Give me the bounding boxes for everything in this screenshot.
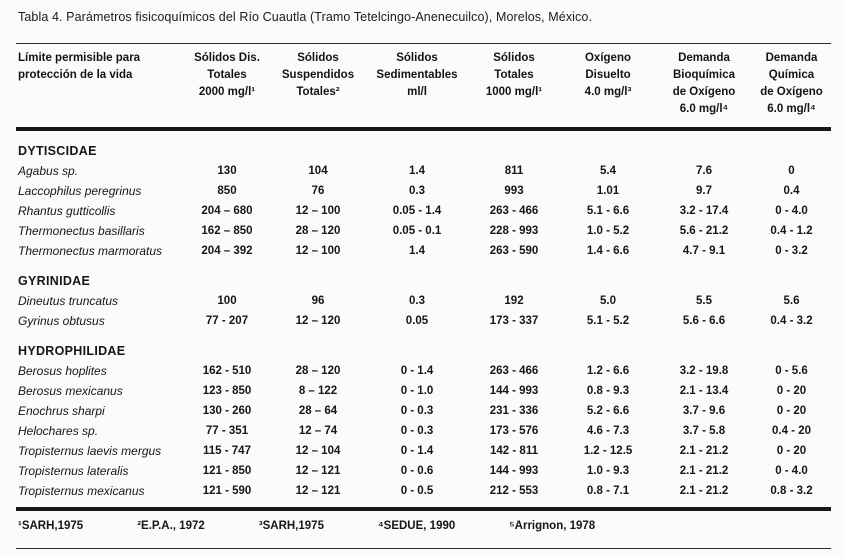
value-cell: 5.2 - 6.6 (586, 405, 630, 417)
column-header: Sólidos Suspendidos Totales² (281, 52, 355, 98)
value-cell: 5.6 - 21.2 (679, 225, 729, 237)
value-cell: 12 – 74 (298, 425, 338, 437)
footnote: ³SARH,1975 (258, 520, 324, 532)
value-cell: 5.6 - 6.6 (682, 315, 726, 327)
value-cell: 0 - 20 (776, 445, 807, 457)
value-cell: 7.6 (696, 165, 712, 177)
value-cell: 76 (311, 185, 325, 197)
footnote: ⁵Arrignon, 1978 (509, 520, 596, 532)
value-cell: 0 - 1.4 (400, 365, 434, 377)
value-cell: 12 – 121 (295, 485, 341, 497)
footnote: ²E.P.A., 1972 (137, 520, 205, 532)
footnote: ⁴SEDUE, 1990 (377, 520, 456, 532)
value-cell: 130 (217, 165, 237, 177)
table-row (16, 481, 831, 501)
value-cell: 28 – 64 (298, 405, 338, 417)
value-cell: 1.4 (409, 165, 425, 177)
value-cell: 130 - 260 (202, 405, 252, 417)
value-cell: 850 (217, 185, 237, 197)
table-caption: Tabla 4. Parámetros fisicoquímicos del Río Cuautla (Tramo Tetelcingo-Anenecuilco), Morelos, México. (18, 10, 593, 24)
value-cell: 1.0 - 5.2 (586, 225, 630, 237)
value-cell: 3.2 - 19.8 (679, 365, 729, 377)
value-cell: 0.05 (405, 315, 429, 327)
table-row (16, 181, 831, 201)
bottom-rule (16, 548, 831, 549)
table-row (16, 421, 831, 441)
value-cell: 192 (504, 295, 524, 307)
table-row (16, 201, 831, 221)
table-row (16, 361, 831, 381)
value-cell: 12 – 100 (295, 245, 341, 257)
header-rule (16, 127, 831, 131)
value-cell: 231 - 336 (489, 405, 539, 417)
value-cell: 0.8 - 3.2 (770, 485, 813, 497)
table-row (16, 221, 831, 241)
value-cell: 12 – 121 (295, 465, 341, 477)
value-cell: 12 – 120 (295, 315, 341, 327)
table-row (16, 401, 831, 421)
value-cell: 3.7 - 5.8 (682, 425, 726, 437)
value-cell: 4.7 - 9.1 (682, 245, 726, 257)
value-cell: 0 - 0.6 (400, 465, 434, 477)
table-row (16, 161, 831, 181)
value-cell: 5.6 (783, 295, 800, 307)
value-cell: 4.6 - 7.3 (586, 425, 630, 437)
value-cell: 1.01 (596, 185, 620, 197)
footnotes (16, 511, 831, 538)
species-name: Thermonectus marmoratus (18, 244, 163, 258)
value-cell: 144 - 993 (489, 465, 539, 477)
value-cell: 8 – 122 (298, 385, 338, 397)
table-row (16, 381, 831, 401)
column-header: Sólidos Dis. Totales 2000 mg/l¹ (194, 52, 260, 98)
value-cell: 2.1 - 21.2 (679, 485, 729, 497)
value-cell: 0.3 (409, 185, 425, 197)
family-name: HYDROPHILIDAE (18, 343, 126, 358)
species-name: Tropisternus mexicanus (18, 484, 145, 498)
value-cell: 162 – 850 (201, 225, 253, 237)
value-cell: 0 - 4.0 (775, 205, 808, 217)
table-row (16, 241, 831, 261)
table-row (16, 441, 831, 461)
species-name: Helochares sp. (18, 424, 99, 438)
value-cell: 0 - 0.3 (400, 425, 434, 437)
value-cell: 96 (311, 295, 325, 307)
value-cell: 0.05 - 0.1 (392, 225, 442, 237)
species-name: Tropisternus laevis mergus (18, 444, 162, 458)
value-cell: 0 - 3.2 (775, 245, 808, 257)
value-cell: 77 - 207 (205, 315, 249, 327)
value-cell: 0.4 - 3.2 (770, 315, 813, 327)
value-cell: 0.4 (783, 185, 800, 197)
value-cell: 3.2 - 17.4 (679, 205, 729, 217)
value-cell: 12 – 100 (295, 205, 341, 217)
value-cell: 3.7 - 9.6 (682, 405, 726, 417)
value-cell: 12 – 104 (295, 445, 341, 457)
value-cell: 2.1 - 21.2 (679, 465, 729, 477)
value-cell: 9.7 (696, 185, 712, 197)
value-cell: 204 – 392 (201, 245, 253, 257)
value-cell: 0.3 (409, 295, 425, 307)
value-cell: 121 - 850 (202, 465, 252, 477)
value-cell: 0.4 - 20 (772, 425, 811, 437)
value-cell: 993 (504, 185, 524, 197)
species-name: Tropisternus lateralis (18, 464, 129, 478)
value-cell: 104 (308, 165, 328, 177)
value-cell: 0 - 1.4 (400, 445, 434, 457)
species-name: Dineutus truncatus (18, 294, 119, 308)
value-cell: 173 - 576 (489, 425, 539, 437)
value-cell: 5.5 (696, 295, 712, 307)
value-cell: 28 – 120 (295, 225, 341, 237)
value-cell: 121 - 590 (202, 485, 252, 497)
species-name: Laccophilus peregrinus (18, 184, 142, 198)
column-header: Límite permisible para protección de la vida (18, 52, 141, 81)
value-cell: 100 (217, 295, 237, 307)
footnote: ¹SARH,1975 (18, 520, 84, 532)
value-cell: 1.2 - 6.6 (586, 365, 630, 377)
value-cell: 0.8 - 9.3 (586, 385, 630, 397)
value-cell: 5.1 - 6.6 (586, 205, 630, 217)
table-row (16, 311, 831, 331)
value-cell: 1.0 - 9.3 (586, 465, 630, 477)
species-name: Thermonectus basillaris (18, 224, 145, 238)
column-header: Oxígeno Disuelto 4.0 mg/l³ (584, 52, 632, 98)
column-header: Sólidos Sedimentables ml/l (376, 52, 458, 98)
value-cell: 0 - 0.5 (400, 485, 434, 497)
value-cell: 123 - 850 (202, 385, 252, 397)
value-cell: 5.1 - 5.2 (586, 315, 630, 327)
table-body (16, 140, 831, 501)
value-cell: 0 - 5.6 (775, 365, 808, 377)
species-name: Berosus hoplites (18, 364, 107, 378)
value-cell: 1.2 - 12.5 (583, 445, 633, 457)
value-cell: 263 - 466 (489, 365, 539, 377)
value-cell: 162 - 510 (202, 365, 252, 377)
section-row (16, 140, 831, 161)
section-row (16, 270, 831, 291)
value-cell: 77 - 351 (205, 425, 249, 437)
family-name: DYTISCIDAE (18, 143, 97, 158)
value-cell: 1.4 - 6.6 (586, 245, 630, 257)
value-cell: 0 - 0.3 (400, 405, 434, 417)
value-cell: 5.4 (600, 165, 616, 177)
species-name: Rhantus gutticollis (18, 204, 116, 218)
value-cell: 228 - 993 (489, 225, 539, 237)
species-name: Enochrus sharpi (18, 404, 105, 418)
value-cell: 0.05 - 1.4 (392, 205, 442, 217)
value-cell: 115 - 747 (203, 445, 251, 457)
value-cell: 142 - 811 (490, 445, 538, 457)
value-cell: 0 - 1.0 (400, 385, 434, 397)
table-row (16, 291, 831, 311)
species-name: Gyrinus obtusus (18, 314, 105, 328)
value-cell: 811 (504, 165, 524, 177)
column-header: Demanda Bioquímica de Oxígeno 6.0 mg/l⁴ (672, 52, 736, 115)
value-cell: 0 - 20 (776, 385, 807, 397)
family-name: GYRINIDAE (18, 273, 91, 288)
value-cell: 5.0 (600, 295, 616, 307)
value-cell: 263 - 590 (489, 245, 539, 257)
value-cell: 0.4 - 1.2 (770, 225, 813, 237)
value-cell: 144 - 993 (489, 385, 539, 397)
section-row (16, 340, 831, 361)
column-header: Sólidos Totales 1000 mg/l¹ (485, 52, 543, 98)
value-cell: 1.4 (409, 245, 425, 257)
value-cell: 212 - 553 (489, 485, 539, 497)
value-cell: 0 (788, 165, 795, 177)
value-cell: 0 - 20 (776, 405, 807, 417)
value-cell: 173 - 337 (489, 315, 539, 327)
column-header: Demanda Química de Oxígeno 6.0 mg/l⁴ (760, 52, 823, 115)
species-name: Berosus mexicanus (18, 384, 123, 398)
value-cell: 263 - 466 (489, 205, 539, 217)
value-cell: 2.1 - 13.4 (679, 385, 729, 397)
value-cell: 28 – 120 (295, 365, 341, 377)
table-row (16, 461, 831, 481)
value-cell: 204 – 680 (201, 205, 253, 217)
value-cell: 0.8 - 7.1 (586, 485, 630, 497)
value-cell: 0 - 4.0 (775, 465, 808, 477)
table-header-row (16, 44, 831, 127)
species-name: Agabus sp. (18, 164, 79, 178)
value-cell: 2.1 - 21.2 (679, 445, 729, 457)
